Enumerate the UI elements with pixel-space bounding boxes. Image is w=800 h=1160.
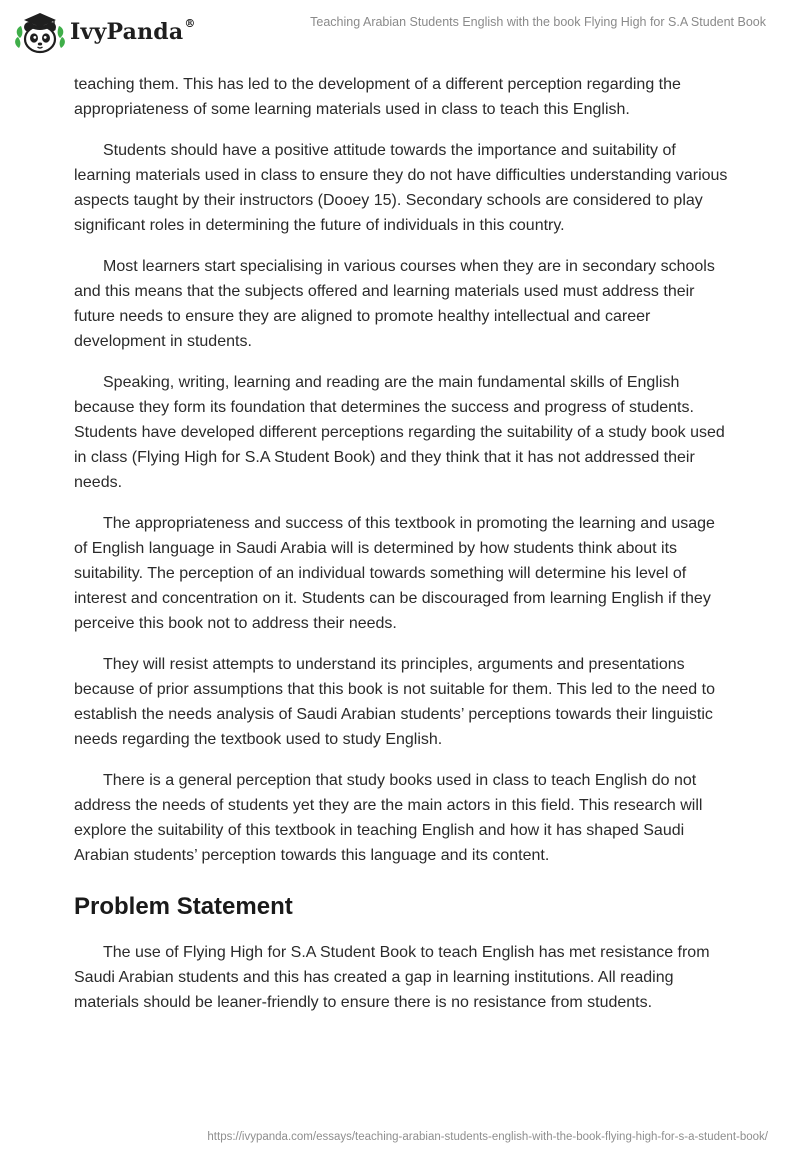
panda-graduate-icon bbox=[14, 8, 66, 56]
source-url[interactable]: https://ivypanda.com/essays/teaching-arabian-students-english-with-the-book-flying-high-for-s-a-student-book/ bbox=[207, 1131, 768, 1143]
body-paragraph: The appropriateness and success of this textbook in promoting the learning and usage of English language in Saudi Arabia will is determined by how students think about its suitability. The perception of an individual towards something will determine his level of interest and concentration on it. Students can be discouraged from learning English if they perceive this book not to address their needs. bbox=[74, 515, 715, 632]
body-paragraph: There is a general perception that study books used in class to teach English do not address the needs of students yet they are the main actors in this field. This research will explore the suitability of this textbook in teaching English and how it has shaped Saudi Arabian students’ perception towards this language and its content. bbox=[74, 772, 703, 864]
essay-body bbox=[74, 72, 730, 1031]
registered-mark: ® bbox=[184, 17, 196, 30]
page-header bbox=[0, 0, 800, 64]
body-paragraph: They will resist attempts to understand its principles, arguments and presentations because of prior assumptions that this book is not suitable for them. This led to the need to establish the needs analysis of Saudi Arabian students’ perceptions towards their linguistic needs regarding the textbook used to study English. bbox=[74, 656, 715, 748]
body-paragraph: Students should have a positive attitude towards the importance and suitability of learning materials used in class to ensure they do not have difficulties understanding various aspects taught by their instructors (Dooey 15). Secondary schools are considered to play significant roles in determining the future of individuals in this country. bbox=[74, 142, 728, 234]
document-title: Teaching Arabian Students English with the book Flying High for S.A Student Book bbox=[310, 15, 766, 29]
body-paragraph: Speaking, writing, learning and reading are the main fundamental skills of English because they form its foundation that determines the success and progress of students. Students have developed different perceptions regarding the suitability of a study book used in class (Flying High for S.A Student Book) and they think that it has not addressed their needs. bbox=[74, 374, 725, 491]
logo-wordmark-text: IvyPanda bbox=[70, 19, 184, 45]
ivypanda-logo[interactable] bbox=[14, 8, 196, 56]
body-paragraph: teaching them. This has led to the development of a different perception regarding the appropriateness of some learning materials used in class to teach this English. bbox=[74, 76, 681, 118]
section-heading-problem-statement: Problem Statement bbox=[74, 893, 293, 920]
body-paragraph: Most learners start specialising in various courses when they are in secondary schools and this means that the subjects offered and learning materials used must address their future needs to ensure they are aligned to promote healthy intellectual and career development in students. bbox=[74, 258, 715, 350]
logo-wordmark bbox=[70, 19, 196, 45]
body-paragraph: The use of Flying High for S.A Student Book to teach English has met resistance from Saudi Arabian students and this has created a gap in learning institutions. All reading materials should be leaner-friendly to ensure there is no resistance from students. bbox=[74, 944, 710, 1011]
